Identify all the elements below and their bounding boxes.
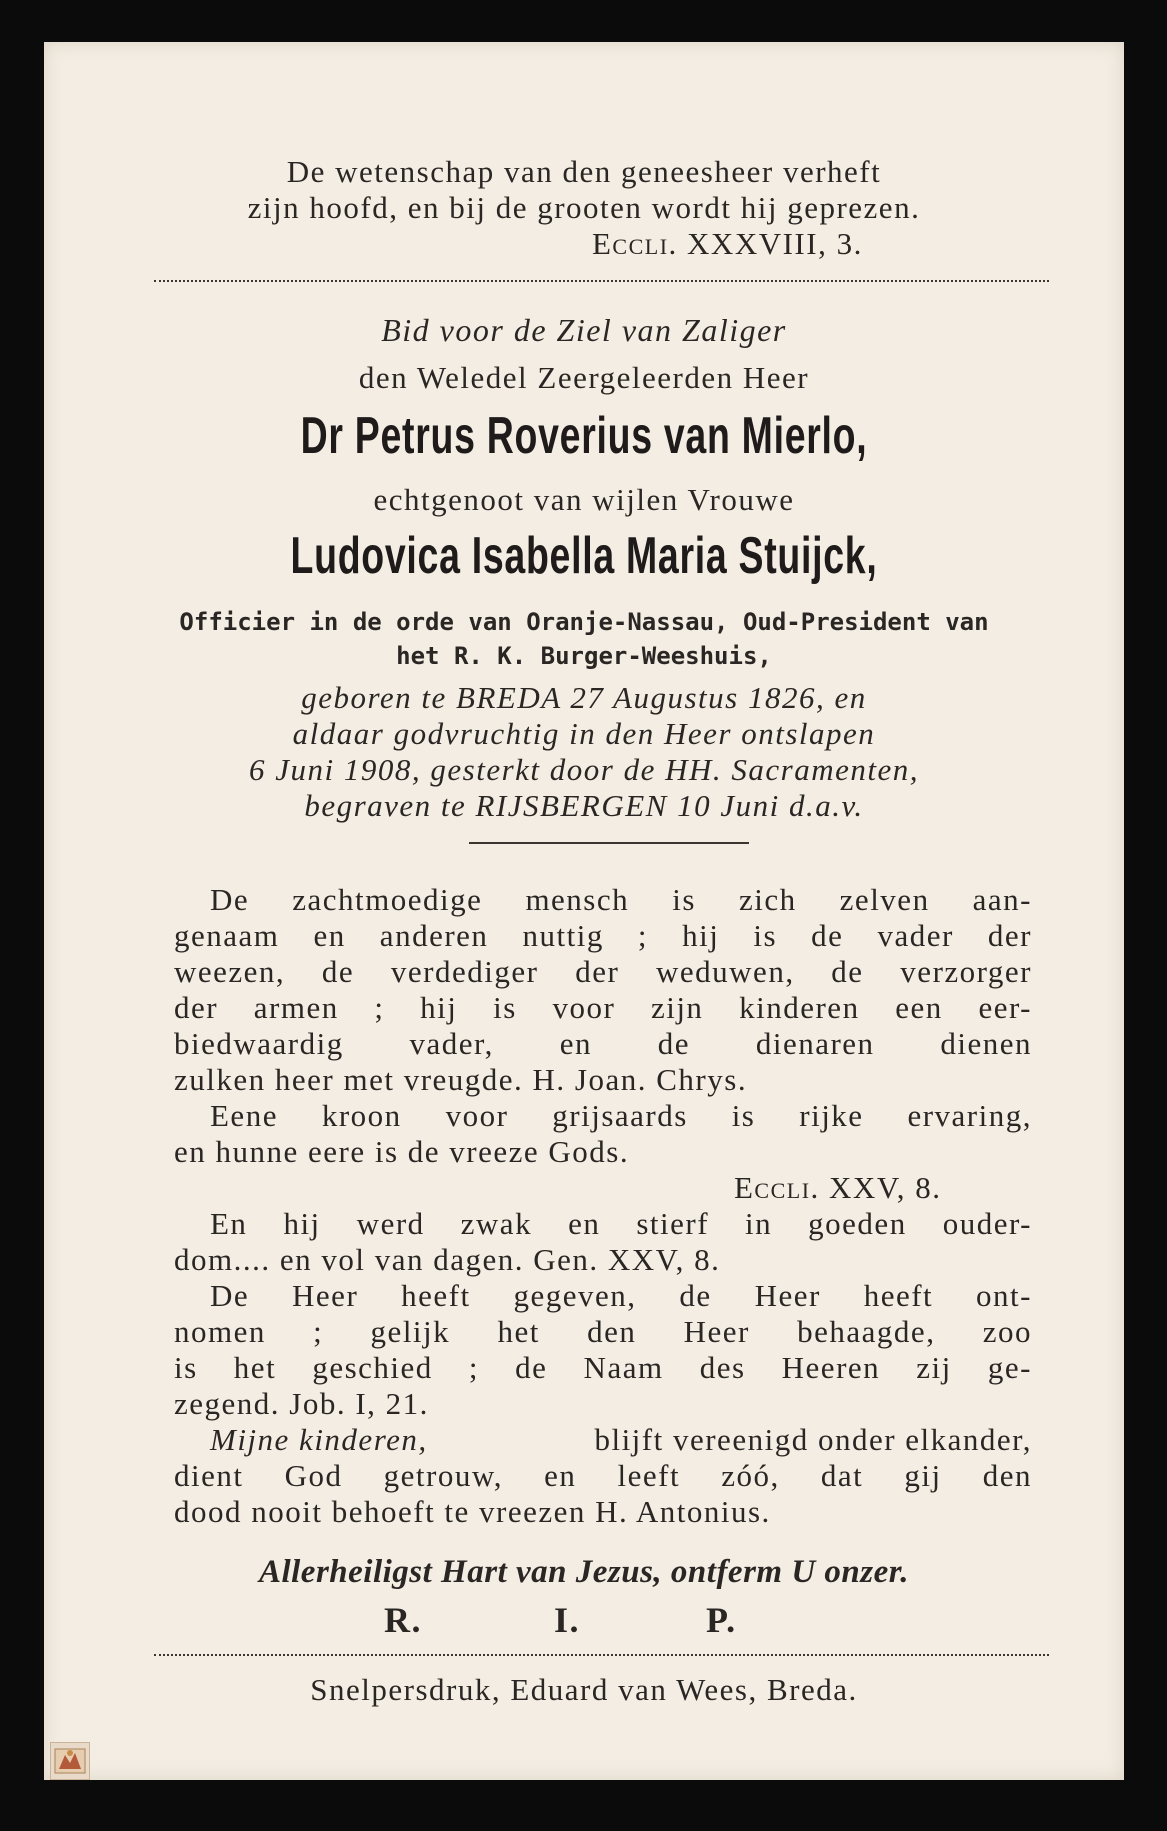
rip-i: I.: [554, 1600, 581, 1640]
verse5-line2: dient God getrouw, en leeft zóó, dat gij den: [174, 1458, 1032, 1493]
verse1-line3: weezen, de verdediger der weduwen, de verzorger: [174, 954, 1032, 989]
verse3-line1: En hij werd zwak en stierf in goeden ouder-: [210, 1206, 1032, 1241]
bio-line3: 6 Juni 1908, gesterkt door de HH. Sacramenten,: [249, 752, 919, 787]
titles-line1: Officier in de orde van Oranje-Nassau, Oud-President van: [179, 608, 989, 636]
header-quote-line2: zijn hoofd, en bij de grooten wordt hij geprezen.: [247, 190, 921, 225]
verse1-line6: zulken heer met vreugde. H. Joan. Chrys.: [174, 1062, 748, 1097]
memorial-intro: Bid voor de Ziel van Zaliger: [381, 312, 787, 348]
memorial-card: [44, 42, 1124, 1780]
verse5-line3: dood nooit behoeft te vreezen H. Antonius.: [174, 1494, 771, 1529]
printer-credit: Snelpersdruk, Eduard van Wees, Breda.: [310, 1672, 858, 1707]
verse4-line4: zegend. Job. I, 21.: [174, 1386, 429, 1421]
titles-line2: het R. K. Burger-Weeshuis,: [396, 642, 772, 670]
verse1-line2: genaam en anderen nuttig ; hij is de vader der: [174, 918, 1032, 953]
bio-line4: begraven te RIJSBERGEN 10 Juni d.a.v.: [304, 788, 864, 823]
solid-divider: [469, 842, 749, 844]
verse5-line1: [210, 1422, 1032, 1458]
verse1-line4: der armen ; hij is voor zijn kinderen een eer-: [174, 990, 1032, 1025]
spouse-intro: echtgenoot van wijlen Vrouwe: [373, 482, 795, 517]
spouse-name: Ludovica Isabella Maria Stuijck,: [290, 527, 878, 585]
verse5-line1-rest: blijft vereenigd onder elkander,: [594, 1422, 1032, 1457]
archive-logo-icon: [50, 1742, 90, 1780]
closing-prayer: Allerheiligst Hart van Jezus, ontferm U onzer.: [258, 1554, 910, 1590]
dotted-divider-top: [154, 280, 1049, 282]
dotted-divider-bottom: [154, 1654, 1049, 1656]
verse2-reference: Eccli. XXV, 8.: [734, 1170, 942, 1205]
deceased-name: Dr Petrus Roverius van Mierlo,: [300, 407, 868, 465]
verse4-line1: De Heer heeft gegeven, de Heer heeft ont-: [210, 1278, 1032, 1313]
verse1-line5: biedwaardig vader, en de dienaren dienen: [174, 1026, 1032, 1061]
verse3-line2: dom.... en vol van dagen. Gen. XXV, 8.: [174, 1242, 721, 1277]
bio-line2: aldaar godvruchtig in den Heer ontslapen: [292, 716, 876, 751]
bio-line1: geboren te BREDA 27 Augustus 1826, en: [301, 680, 867, 715]
verse2-line1: Eene kroon voor grijsaards is rijke ervaring,: [210, 1098, 1032, 1133]
header-quote-reference: Eccli. XXXVIII, 3.: [592, 226, 863, 261]
memorial-honorific: den Weledel Zeergeleerden Heer: [358, 360, 810, 395]
header-quote-line1: De wetenschap van den geneesheer verheft: [286, 154, 882, 189]
verse4-line3: is het geschied ; de Naam des Heeren zij ge-: [174, 1350, 1032, 1385]
verse2-line2: en hunne eere is de vreeze Gods.: [174, 1134, 630, 1169]
verse5-italic-phrase: Mijne kinderen,: [210, 1422, 428, 1457]
rip-r: R.: [384, 1600, 422, 1640]
verse1-line1: De zachtmoedige mensch is zich zelven aan-: [210, 882, 1032, 917]
verse4-line2: nomen ; gelijk het den Heer behaagde, zoo: [174, 1314, 1032, 1349]
rip-p: P.: [706, 1600, 737, 1640]
